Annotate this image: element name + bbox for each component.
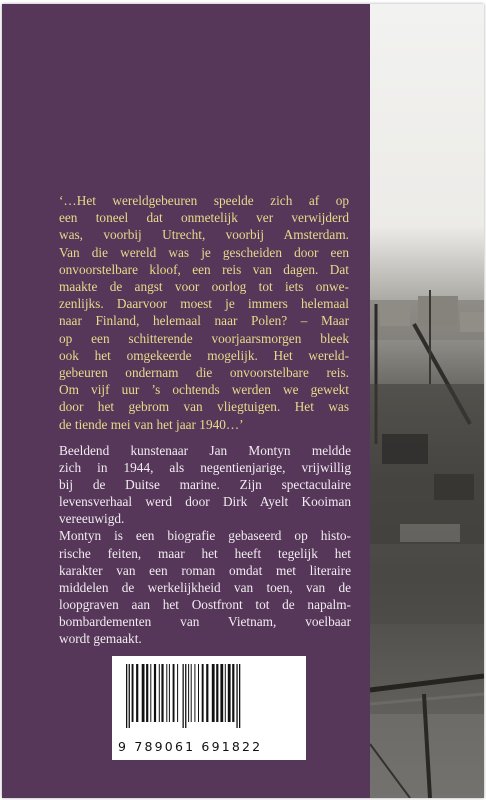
blurb-line: karakter van een roman omdat met literaire: [59, 562, 351, 578]
blurb-line: rische feiten, maar het heeft tegelijk het: [59, 545, 351, 561]
barcode-bar: [161, 664, 163, 722]
blurb-line: bombardementen van Vietnam, voelbaar: [59, 613, 351, 629]
barcode-bar: [166, 664, 167, 722]
quote-line: maakte de angst voor oorlog tot iets onwe-: [59, 279, 349, 295]
isbn-number: 9 789061 691822: [118, 739, 263, 754]
blurb-line: vereeuwigd.: [59, 511, 125, 527]
book-description: [59, 442, 351, 647]
barcode-bar: [198, 664, 199, 722]
barcode-bar: [194, 664, 195, 722]
blurb-line: Beeldend kunstenaar Jan Montyn meldde: [59, 443, 351, 458]
book-back-cover: [2, 4, 484, 798]
blurb-line: Montyn is een biografie gebaseerd op histo-: [59, 528, 351, 544]
war-ruins-photo: [370, 4, 484, 798]
barcode-bar: [169, 664, 170, 722]
purple-text-panel: [2, 4, 370, 798]
quote-line: een toneel dat onmetelijk ver verwijderd: [59, 210, 349, 226]
quote-line: Van die wereld was je gescheiden door een: [59, 244, 349, 260]
barcode-bar: [185, 664, 186, 728]
quote-line: naar Finland, helemaal naar Polen? – Maar: [59, 313, 349, 329]
barcode-bar: [136, 664, 138, 722]
quote-line: op een schitterende voorjaarsmorgen bleek: [59, 330, 349, 346]
excerpt-quote: [59, 192, 349, 433]
barcode-bar: [216, 664, 218, 722]
quote-line: de tiende mei van het jaar 1940…’: [59, 416, 244, 432]
quote-line: gebeuren ondernam die onvoorstelbare reis.: [59, 365, 349, 381]
barcode-bar: [228, 664, 231, 722]
quote-line: Om vijf uur ’s ochtends werden we gewekt: [59, 382, 349, 398]
quote-line: onvoorstelbare kloof, een reis van dagen. Dat: [59, 261, 349, 277]
barcode-bar: [126, 664, 127, 728]
blurb-line: loopgraven aan het Oostfront tot de napalm-: [59, 596, 351, 612]
barcode-bar: [225, 664, 226, 722]
barcode-bar: [220, 664, 223, 722]
barcode-bar: [183, 664, 184, 728]
barcode-bar: [239, 664, 240, 728]
barcode-bar: [159, 664, 160, 722]
barcode-bars: [120, 664, 298, 728]
barcode-bar: [146, 664, 148, 722]
barcode-bar: [202, 664, 204, 722]
quote-line: zenlijks. Daarvoor moest je immers helemaal: [59, 296, 349, 312]
barcode-bar: [236, 664, 237, 728]
quote-line: ‘…Het wereldgebeuren speelde zich af op: [59, 193, 349, 208]
barcode-bar: [132, 664, 134, 722]
blurb-line: middelen de werkelijkheid van toen, van de: [59, 579, 351, 595]
barcode-bar: [129, 664, 130, 728]
barcode-bar: [150, 664, 151, 722]
barcode-bar: [212, 664, 215, 722]
blurb-line: bij de Duitse marine. Zijn spectaculaire: [59, 477, 351, 493]
quote-line: door het gebrom van vliegtuigen. Het was: [59, 399, 349, 415]
barcode-bar: [206, 664, 208, 722]
quote-line: was, voorbij Utrecht, voorbij Amsterdam.: [59, 227, 349, 243]
barcode-bar: [191, 664, 192, 722]
blurb-line: zich in 1944, als negentienjarige, vrijwillig: [59, 460, 351, 476]
barcode-bar: [177, 664, 178, 722]
barcode-label: [112, 656, 306, 760]
quote-line: ook het omgekeerde mogelijk. Het wereld-: [59, 347, 349, 363]
barcode-bar: [142, 664, 145, 722]
blurb-line: wordt gemaakt.: [59, 631, 142, 647]
blurb-line: levensverhaal werd door Dirk Ayelt Kooiman: [59, 494, 351, 510]
barcode-bar: [154, 664, 156, 722]
barcode-bar: [232, 664, 234, 722]
barcode-bar: [188, 664, 189, 722]
barcode-bar: [173, 664, 175, 722]
